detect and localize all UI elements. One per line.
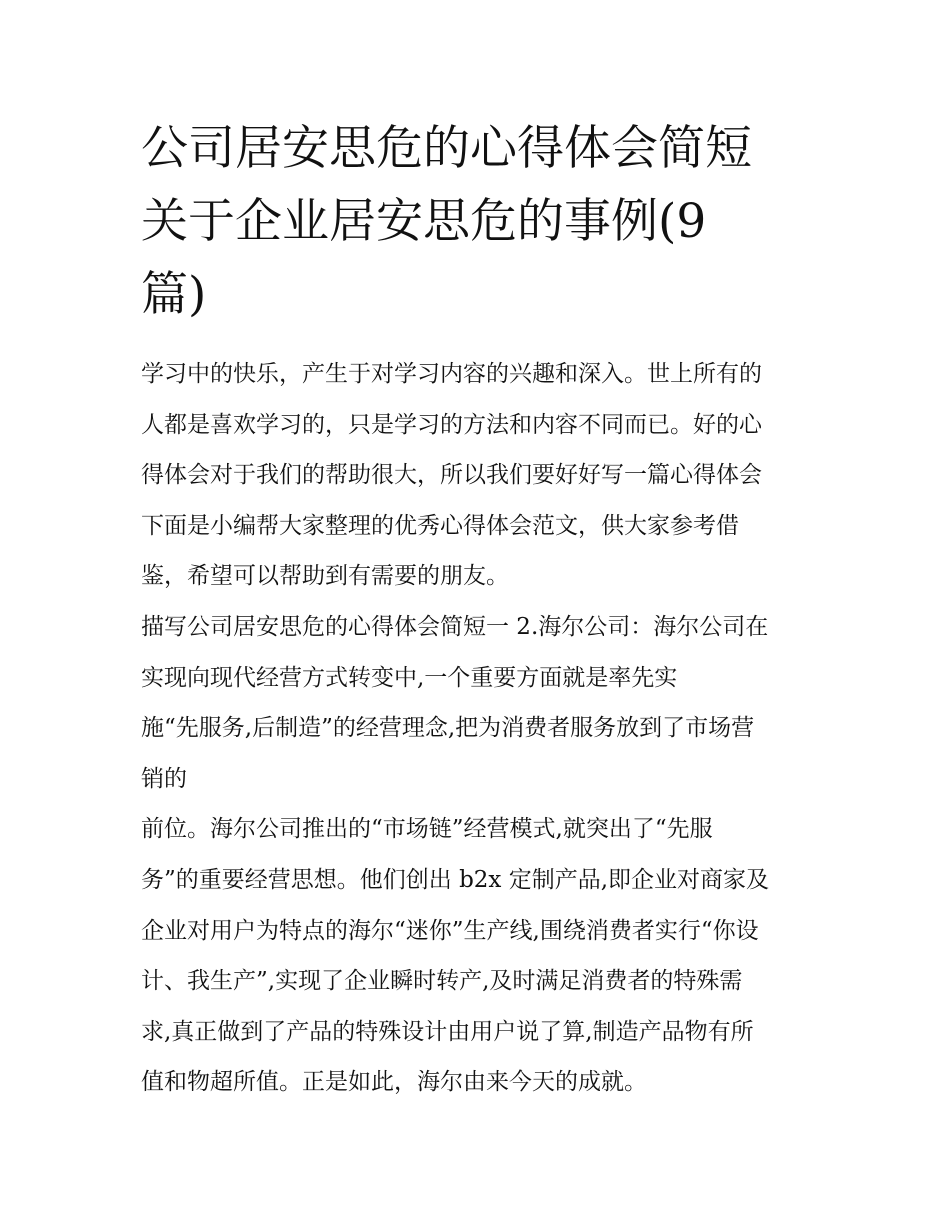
body-line: 销的 [141,765,187,792]
body-line: 鉴，希望可以帮助到有需要的朋友。 [141,563,509,590]
body-line: 施“先服务,后制造”的经营理念,把为消费者服务放到了市场营 [141,715,755,742]
body-line: 人都是喜欢学习的，只是学习的方法和内容不同而已。好的心 [141,411,762,438]
body-line: 前位。海尔公司推出的“市场链”经营模式,就突出了“先服 [141,816,713,843]
body-line: 务”的重要经营思想。他们创出 b2x 定制产品,即企业对商家及 [141,866,770,893]
title-line: 关于企业居安思危的事例(9 [141,194,707,249]
body-line: 企业对用户为特点的海尔“迷你”生产线,围绕消费者实行“你设 [141,917,759,944]
document-title [141,112,813,331]
body-line: 计、我生产”,实现了企业瞬时转产,及时满足消费者的特殊需 [141,968,743,995]
document-body [141,349,813,1108]
body-line: 学习中的快乐，产生于对学习内容的兴趣和深入。世上所有的 [141,361,762,387]
body-line: 求,真正做到了产品的特殊设计由用户说了算,制造产品物有所 [141,1018,754,1045]
title-line: 公司居安思危的心得体会简短 [141,121,752,176]
title-line: 篇) [141,267,207,322]
body-line: 描写公司居安思危的心得体会简短一 2.海尔公司：海尔公司在 [141,613,769,640]
body-line: 值和物超所值。正是如此，海尔由来今天的成就。 [141,1069,647,1096]
body-line: 得体会对于我们的帮助很大，所以我们要好好写一篇心得体会 [141,462,762,489]
document-page [141,112,813,1108]
body-line: 实现向现代经营方式转变中,一个重要方面就是率先实 [141,664,678,691]
body-line: 下面是小编帮大家整理的优秀心得体会范文，供大家参考借 [141,512,739,539]
